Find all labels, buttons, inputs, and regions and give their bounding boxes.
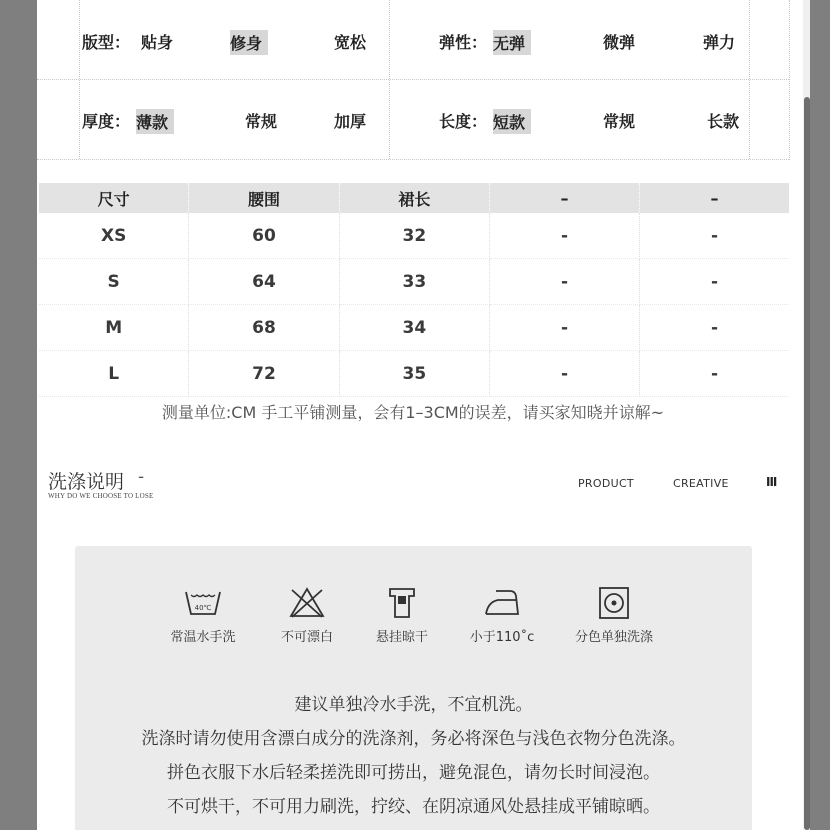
- hang-dry-label: 悬挂晾干: [375, 630, 428, 645]
- care-item-no-bleach: [275, 586, 339, 645]
- tag-product: PRODUCT: [578, 477, 634, 490]
- instruction-line-3: 拼色衣服下水后轻柔搓洗即可捞出，避免混色，请勿长时间浸泡。: [167, 763, 660, 783]
- size-table: [39, 183, 789, 397]
- attribute-row-2: [37, 80, 789, 160]
- fit-label: 版型：: [82, 33, 131, 52]
- fit-option-slim-selected: 修身: [230, 30, 268, 55]
- care-instructions-box: [75, 546, 752, 830]
- thickness-option-thin-selected: 薄款: [136, 109, 174, 134]
- instruction-line-4: 不可烘干，不可用力刷洗，拧绞、在阴凉通风处悬挂成平铺晾晒。: [167, 797, 660, 817]
- table-cell: -: [489, 259, 639, 305]
- header-skirt-length: 裙长: [339, 183, 489, 213]
- svg-text:40℃: 40℃: [194, 604, 212, 612]
- tag-creative: CREATIVE: [673, 477, 729, 490]
- iron-icon: [482, 586, 522, 620]
- care-item-hand-wash: [168, 586, 238, 645]
- header-empty-2: –: [639, 183, 789, 213]
- hang-dry-icon: [382, 586, 422, 620]
- fit-option-tight: 贴身: [141, 33, 174, 52]
- elasticity-option-none-selected: 无弹: [493, 30, 531, 55]
- instruction-line-1: 建议单独冷水手洗，不宜机洗。: [294, 695, 533, 715]
- header-waist: 腰围: [189, 183, 339, 213]
- table-cell: 60: [189, 213, 339, 259]
- thickness-option-regular: 常规: [245, 112, 278, 131]
- hand-wash-icon: [183, 586, 223, 620]
- thickness-option-thick: 加厚: [334, 112, 367, 131]
- table-cell: -: [639, 259, 789, 305]
- elasticity-label: 弹性：: [439, 33, 488, 52]
- care-item-hang-dry: [370, 586, 434, 645]
- window-right-margin: [810, 0, 830, 830]
- table-cell: -: [639, 351, 789, 397]
- table-row: [39, 259, 789, 305]
- separate-wash-label: 分色单独洗涤: [574, 630, 653, 645]
- table-cell: L: [39, 351, 189, 397]
- length-option-short-selected: 短款: [493, 109, 531, 134]
- table-cell: 64: [189, 259, 339, 305]
- table-cell: 35: [339, 351, 489, 397]
- no-bleach-label: 不可漂白: [280, 630, 333, 645]
- header-size: 尺寸: [39, 183, 189, 213]
- table-cell: -: [639, 305, 789, 351]
- measurement-note: 测量单位:CM 手工平铺测量，会有1–3CM的误差，请买家知晓并谅解~: [161, 403, 665, 422]
- attribute-row-1: [37, 0, 789, 80]
- care-item-iron: [466, 586, 538, 645]
- product-detail-page: [37, 0, 803, 830]
- care-item-separate-wash: [569, 586, 659, 645]
- attribute-grid: [37, 0, 790, 160]
- table-row: [39, 351, 789, 397]
- table-cell: 32: [339, 213, 489, 259]
- tag-bars: III: [766, 475, 777, 489]
- header-empty-1: –: [489, 183, 639, 213]
- table-row: [39, 305, 789, 351]
- table-cell: 34: [339, 305, 489, 351]
- hand-wash-label: 常温水手洗: [170, 630, 236, 645]
- fit-option-loose: 宽松: [334, 33, 367, 52]
- separate-wash-icon: [594, 586, 634, 620]
- table-cell: 33: [339, 259, 489, 305]
- elasticity-option-slight: 微弹: [603, 33, 636, 52]
- table-row: [39, 213, 789, 259]
- table-cell: 68: [189, 305, 339, 351]
- elasticity-option-stretch: 弹力: [703, 33, 736, 52]
- table-cell: 72: [189, 351, 339, 397]
- length-option-long: 长款: [707, 112, 740, 131]
- table-cell: -: [489, 351, 639, 397]
- no-bleach-icon: [287, 586, 327, 620]
- thickness-label: 厚度：: [82, 112, 131, 131]
- table-cell: XS: [39, 213, 189, 259]
- iron-label: 小于110˚c: [469, 630, 535, 645]
- instruction-line-2: 洗涤时请勿使用含漂白成分的洗涤剂，务必将深色与浅色衣物分色洗涤。: [141, 729, 686, 749]
- wash-title-dash: -: [138, 467, 145, 487]
- table-cell: -: [639, 213, 789, 259]
- length-option-regular: 常规: [603, 112, 636, 131]
- window-left-margin: [0, 0, 37, 830]
- table-cell: M: [39, 305, 189, 351]
- table-cell: -: [489, 305, 639, 351]
- wash-section-subtitle: WHY DO WE CHOOSE TO LOSE: [48, 492, 154, 500]
- size-table-header: [39, 183, 789, 213]
- wash-section-title: 洗涤说明: [48, 471, 125, 493]
- table-cell: S: [39, 259, 189, 305]
- table-cell: -: [489, 213, 639, 259]
- length-label: 长度：: [439, 112, 488, 131]
